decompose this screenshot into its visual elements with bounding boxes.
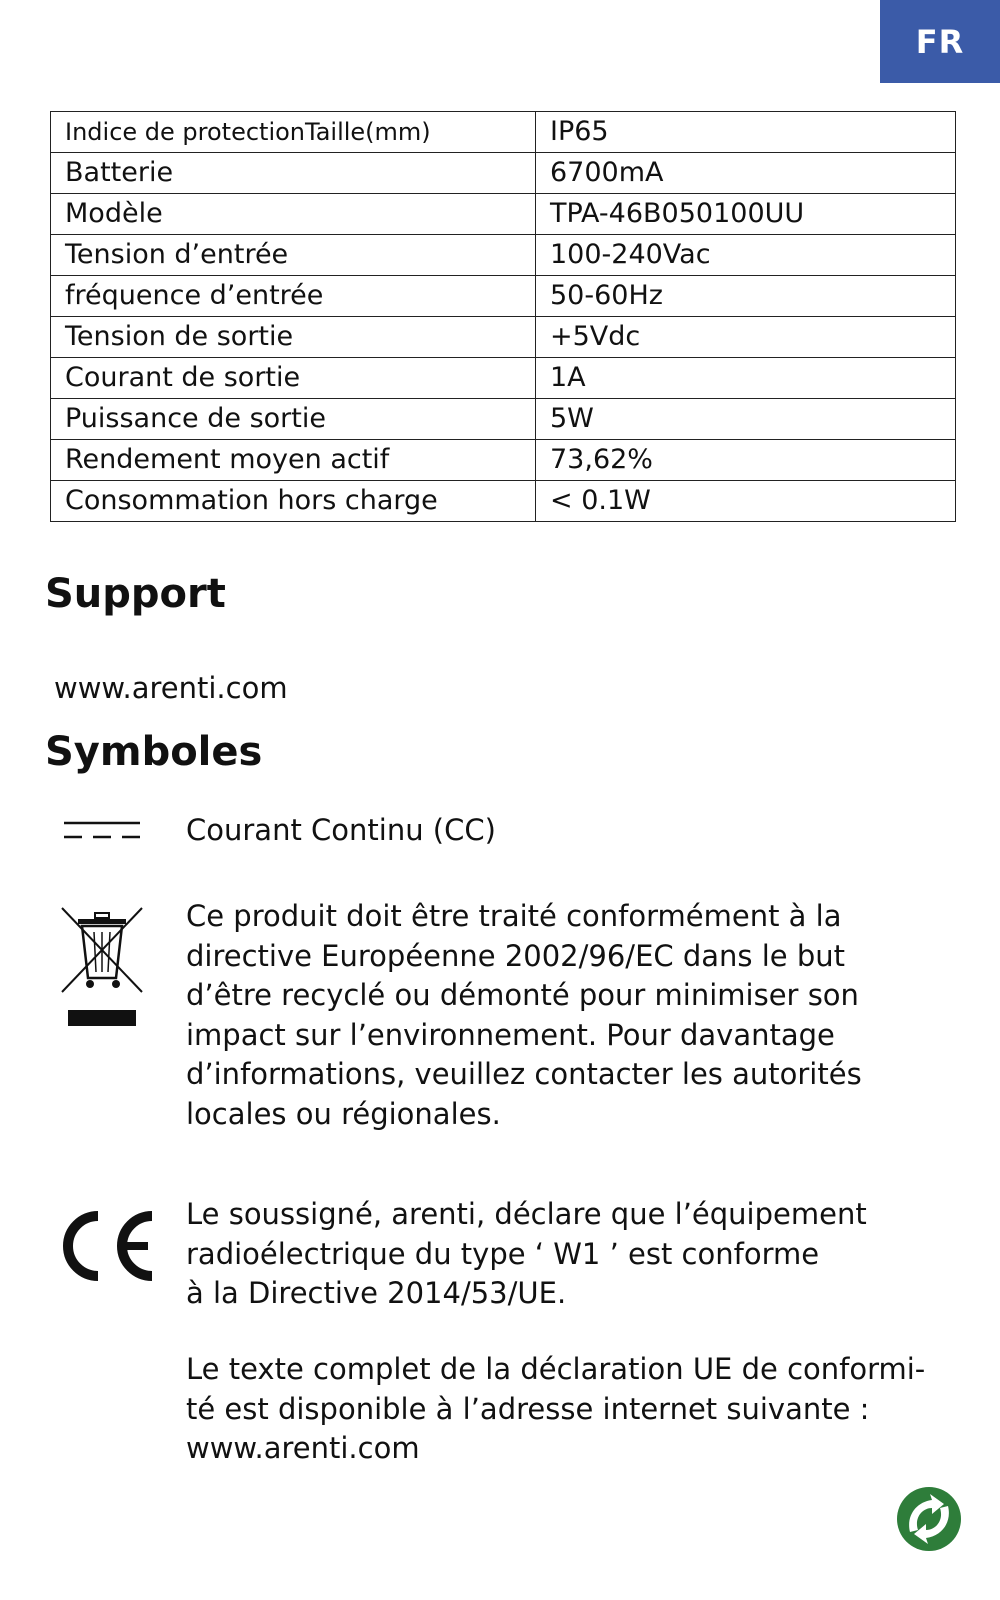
ce-declaration-text: [186, 1195, 976, 1314]
spec-value: 50-60Hz: [536, 276, 956, 317]
text-line: Le soussigné, arenti, déclare que l’équipement: [186, 1197, 867, 1231]
spec-value: IP65: [536, 112, 956, 153]
text-line: locales ou régionales.: [186, 1096, 501, 1131]
support-url[interactable]: www.arenti.com: [54, 671, 288, 705]
ce-full-text-notice: [186, 1350, 976, 1469]
spec-label: Courant de sortie: [51, 358, 536, 399]
text-line: té est disponible à l’adresse internet suivante :: [186, 1391, 870, 1426]
spec-value: TPA-46B050100UU: [536, 194, 956, 235]
text-line: d’être recyclé ou démonté pour minimiser son: [186, 978, 859, 1012]
spec-label: Batterie: [51, 153, 536, 194]
text-line: Ce produit doit être traité conformément à la: [186, 899, 842, 933]
spec-value: 73,62%: [536, 440, 956, 481]
text-line: www.arenti.com: [186, 1431, 420, 1465]
spec-label: Rendement moyen actif: [51, 440, 536, 481]
spec-label: Indice de protectionTaille(mm): [51, 112, 536, 153]
text-line: radioélectrique du type ‘ W1 ’ est conforme: [186, 1236, 820, 1271]
spec-row: [51, 358, 956, 399]
ce-mark-icon: [54, 1210, 158, 1282]
spec-label: Tension de sortie: [51, 317, 536, 358]
spec-row: [51, 481, 956, 522]
spec-value: 100-240Vac: [536, 235, 956, 276]
spec-row: [51, 317, 956, 358]
spec-value: 5W: [536, 399, 956, 440]
spec-row: [51, 440, 956, 481]
text-line: à la Directive 2014/53/UE.: [186, 1276, 567, 1310]
text-line: directive Européenne 2002/96/EC dans le but: [186, 938, 846, 973]
direct-current-icon: [62, 818, 142, 842]
weee-text: [186, 897, 976, 1134]
crossed-out-bin-icon: [60, 906, 144, 1028]
spec-label: Tension d’entrée: [51, 235, 536, 276]
spec-value: 6700mA: [536, 153, 956, 194]
symbols-heading: Symboles: [45, 729, 263, 775]
spec-label: fréquence d’entrée: [51, 276, 536, 317]
spec-row: [51, 153, 956, 194]
spec-row: [51, 235, 956, 276]
spec-label: Consommation hors charge: [51, 481, 536, 522]
spec-row: [51, 194, 956, 235]
text-line: impact sur l’environnement. Pour davantage: [186, 1017, 835, 1052]
dc-symbol-text: Courant Continu (CC): [186, 813, 496, 847]
spec-table: [50, 111, 956, 522]
spec-row: [51, 276, 956, 317]
green-dot-recycling-icon: [896, 1486, 962, 1552]
support-heading: Support: [45, 571, 226, 617]
spec-label: Modèle: [51, 194, 536, 235]
language-badge: FR: [880, 0, 1000, 83]
spec-label: Puissance de sortie: [51, 399, 536, 440]
spec-row: [51, 399, 956, 440]
spec-row: [51, 112, 956, 153]
spec-value: 1A: [536, 358, 956, 399]
spec-value: +5Vdc: [536, 317, 956, 358]
text-line: d’informations, veuillez contacter les autorités: [186, 1057, 862, 1091]
spec-value: < 0.1W: [536, 481, 956, 522]
text-line: Le texte complet de la déclaration UE de conformi-: [186, 1352, 926, 1386]
